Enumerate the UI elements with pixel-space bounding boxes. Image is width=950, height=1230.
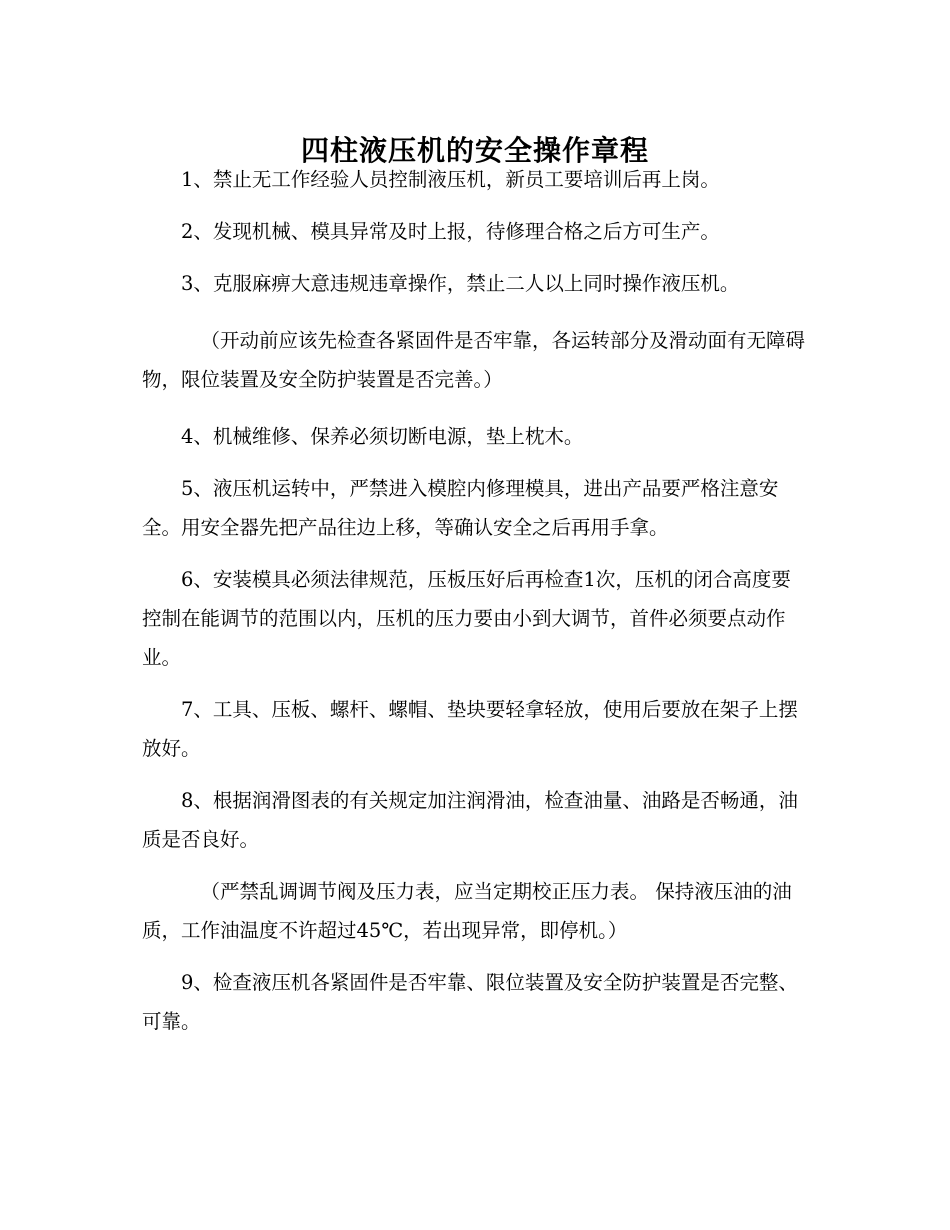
paragraph-note-startup: （开动前应该先检查各紧固件是否牢靠，各运转部分及滑动面有无障碍物，限位装置及安全防护装置是否完善。） [142, 329, 806, 391]
paragraph-rule-7: 7、工具、压板、螺杆、螺帽、垫块要轻拿轻放，使用后要放在架子上摆放好。 [142, 698, 798, 760]
paragraph-rule-5: 5、液压机运转中，严禁进入模腔内修理模具，进出产品要严格注意安全。用安全器先把产品往边上移，等确认安全之后再用手拿。 [142, 477, 779, 539]
paragraph-note-oil: （严禁乱调调节阀及压力表，应当定期校正压力表。 保持液压油的油质，工作油温度不许超过45℃，若出现异常，即停机。） [142, 880, 792, 942]
paragraph-rule-9: 9、检查液压机各紧固件是否牢靠、限位装置及安全防护装置是否完整、可靠。 [142, 971, 798, 1033]
paragraph-rule-4: 4、机械维修、保养必须切断电源，垫上枕木。 [181, 425, 584, 448]
document-title: 四柱液压机的安全操作章程 [300, 133, 649, 167]
paragraph-rule-2: 2、发现机械、模具异常及时上报，待修理合格之后方可生产。 [181, 220, 720, 243]
paragraph-rule-6: 6、安装模具必须法律规范，压板压好后再检查1次，压机的闭合高度要控制在能调节的范围以内，压机的压力要由小到大调节，首件必须要点动作业。 [142, 568, 791, 669]
paragraph-rule-3: 3、克服麻痹大意违规违章操作，禁止二人以上同时操作液压机。 [181, 272, 740, 295]
paragraph-rule-1: 1、禁止无工作经验人员控制液压机，新员工要培训后再上岗。 [181, 168, 720, 191]
document-body [142, 160, 808, 1041]
paragraph-rule-8: 8、根据润滑图表的有关规定加注润滑油，检查油量、油路是否畅通，油质是否良好。 [142, 789, 798, 851]
